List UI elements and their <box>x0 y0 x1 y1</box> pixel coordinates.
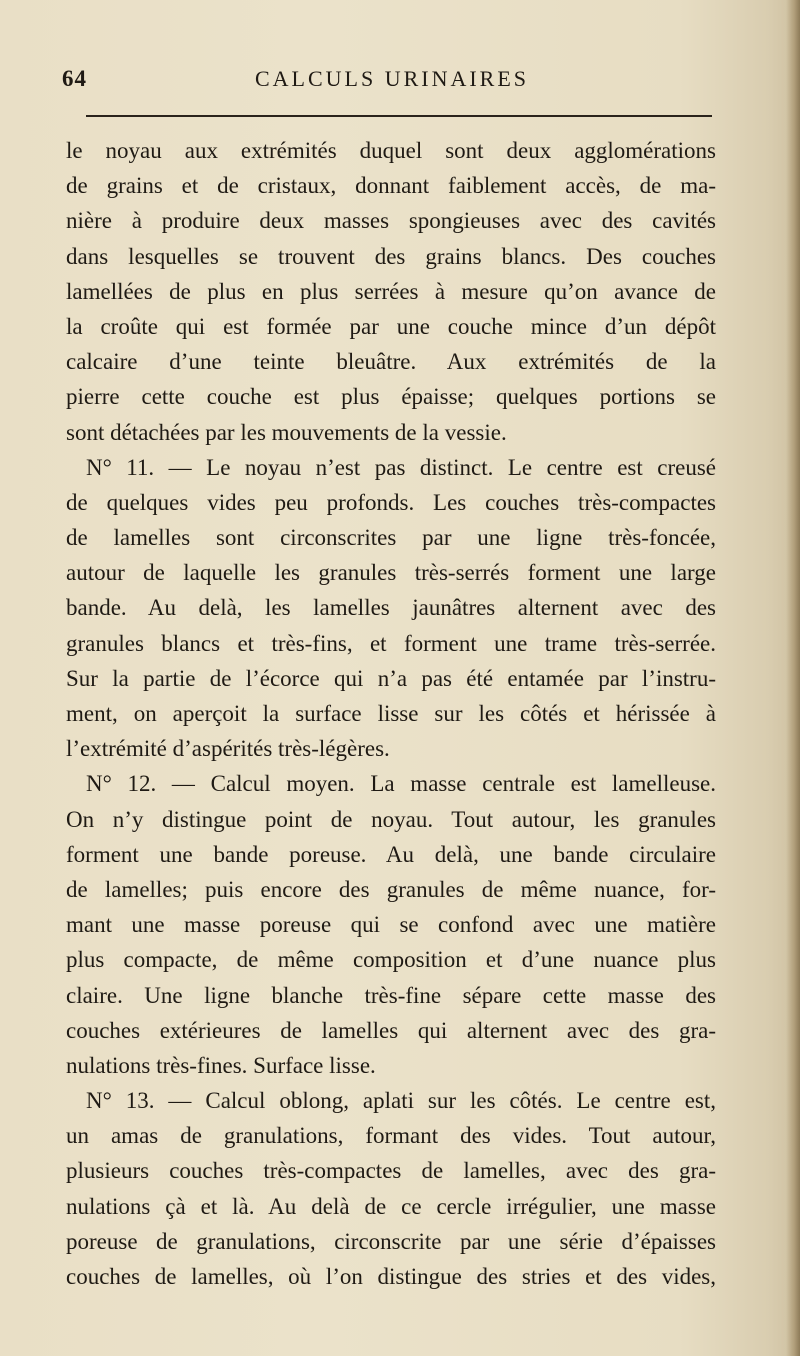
text-line: dans lesquelles se trouvent des grains blancs. Des couches <box>66 243 716 269</box>
text-line: poreuse de granulations, circonscrite par une série d’épaisses <box>66 1228 716 1254</box>
paragraph-start-line: N° 12. — Calcul moyen. La masse centrale est lamelleuse. <box>86 771 716 797</box>
text-line: la croûte qui est formée par une couche mince d’un dépôt <box>66 313 716 339</box>
text-line: couches extérieures de lamelles qui alternent avec des gra- <box>66 1017 716 1043</box>
text-line: forment une bande poreuse. Au delà, une bande circulaire <box>66 841 716 867</box>
text-line: On n’y distingue point de noyau. Tout autour, les granules <box>66 806 716 832</box>
text-line: pierre cette couche est plus épaisse; quelques portions se <box>66 384 716 410</box>
text-line: ment, on aperçoit la surface lisse sur les côtés et hérissée à <box>66 701 716 726</box>
text-line: Sur la partie de l’écorce qui n’a pas été entamée par l’instru- <box>66 665 716 691</box>
paragraph-start-line: N° 13. — Calcul oblong, aplati sur les côtés. Le centre est, <box>86 1088 716 1114</box>
body-text <box>66 133 716 1294</box>
text-line: lamellées de plus en plus serrées à mesure qu’on avance de <box>66 278 716 304</box>
text-line: nulations çà et là. Au delà de ce cercle irrégulier, une masse <box>66 1193 716 1219</box>
text-line: claire. Une ligne blanche très-fine sépare cette masse des <box>66 982 716 1008</box>
text-line: sont détachées par les mouvements de la vessie. <box>66 419 507 445</box>
paragraph-start-line: N° 11. — Le noyau n’est pas distinct. Le centre est creusé <box>86 454 716 480</box>
text-line: de lamelles sont circonscrites par une ligne très-foncée, <box>66 525 716 551</box>
text-line: mant une masse poreuse qui se confond avec une matière <box>66 912 716 938</box>
text-line: nulations très-fines. Surface lisse. <box>66 1052 376 1078</box>
text-line: couches de lamelles, où l’on distingue des stries et des vides, <box>66 1264 716 1289</box>
text-line: nière à produire deux masses spongieuses avec des cavités <box>66 208 716 234</box>
text-line: granules blancs et très-fins, et forment une trame très-serrée. <box>66 630 716 656</box>
text-line: de quelques vides peu profonds. Les couches très-compactes <box>66 489 716 515</box>
text-line: l’extrémité d’aspérités très-légères. <box>66 736 390 762</box>
text-line: autour de laquelle les granules très-serrés forment une large <box>66 560 716 586</box>
text-line: calcaire d’une teinte bleuâtre. Aux extrémités de la <box>66 349 716 375</box>
text-line: de lamelles; puis encore des granules de même nuance, for- <box>66 876 716 902</box>
header-rule <box>86 115 712 117</box>
page-number: 64 <box>62 66 87 91</box>
text-line: un amas de granulations, formant des vides. Tout autour, <box>66 1123 716 1149</box>
text-line: de grains et de cristaux, donnant faiblement accès, de ma- <box>66 173 716 199</box>
text-line: plusieurs couches très-compactes de lamelles, avec des gra- <box>66 1158 716 1184</box>
text-line: le noyau aux extrémités duquel sont deux agglomérations <box>66 138 716 163</box>
running-title: CALCULS URINAIRES <box>254 66 530 91</box>
text-line: bande. Au delà, les lamelles jaunâtres alternent avec des <box>66 595 716 621</box>
page-edge-shadow <box>786 0 800 1356</box>
page-header <box>62 66 722 96</box>
text-line: plus compacte, de même composition et d’une nuance plus <box>66 947 716 973</box>
